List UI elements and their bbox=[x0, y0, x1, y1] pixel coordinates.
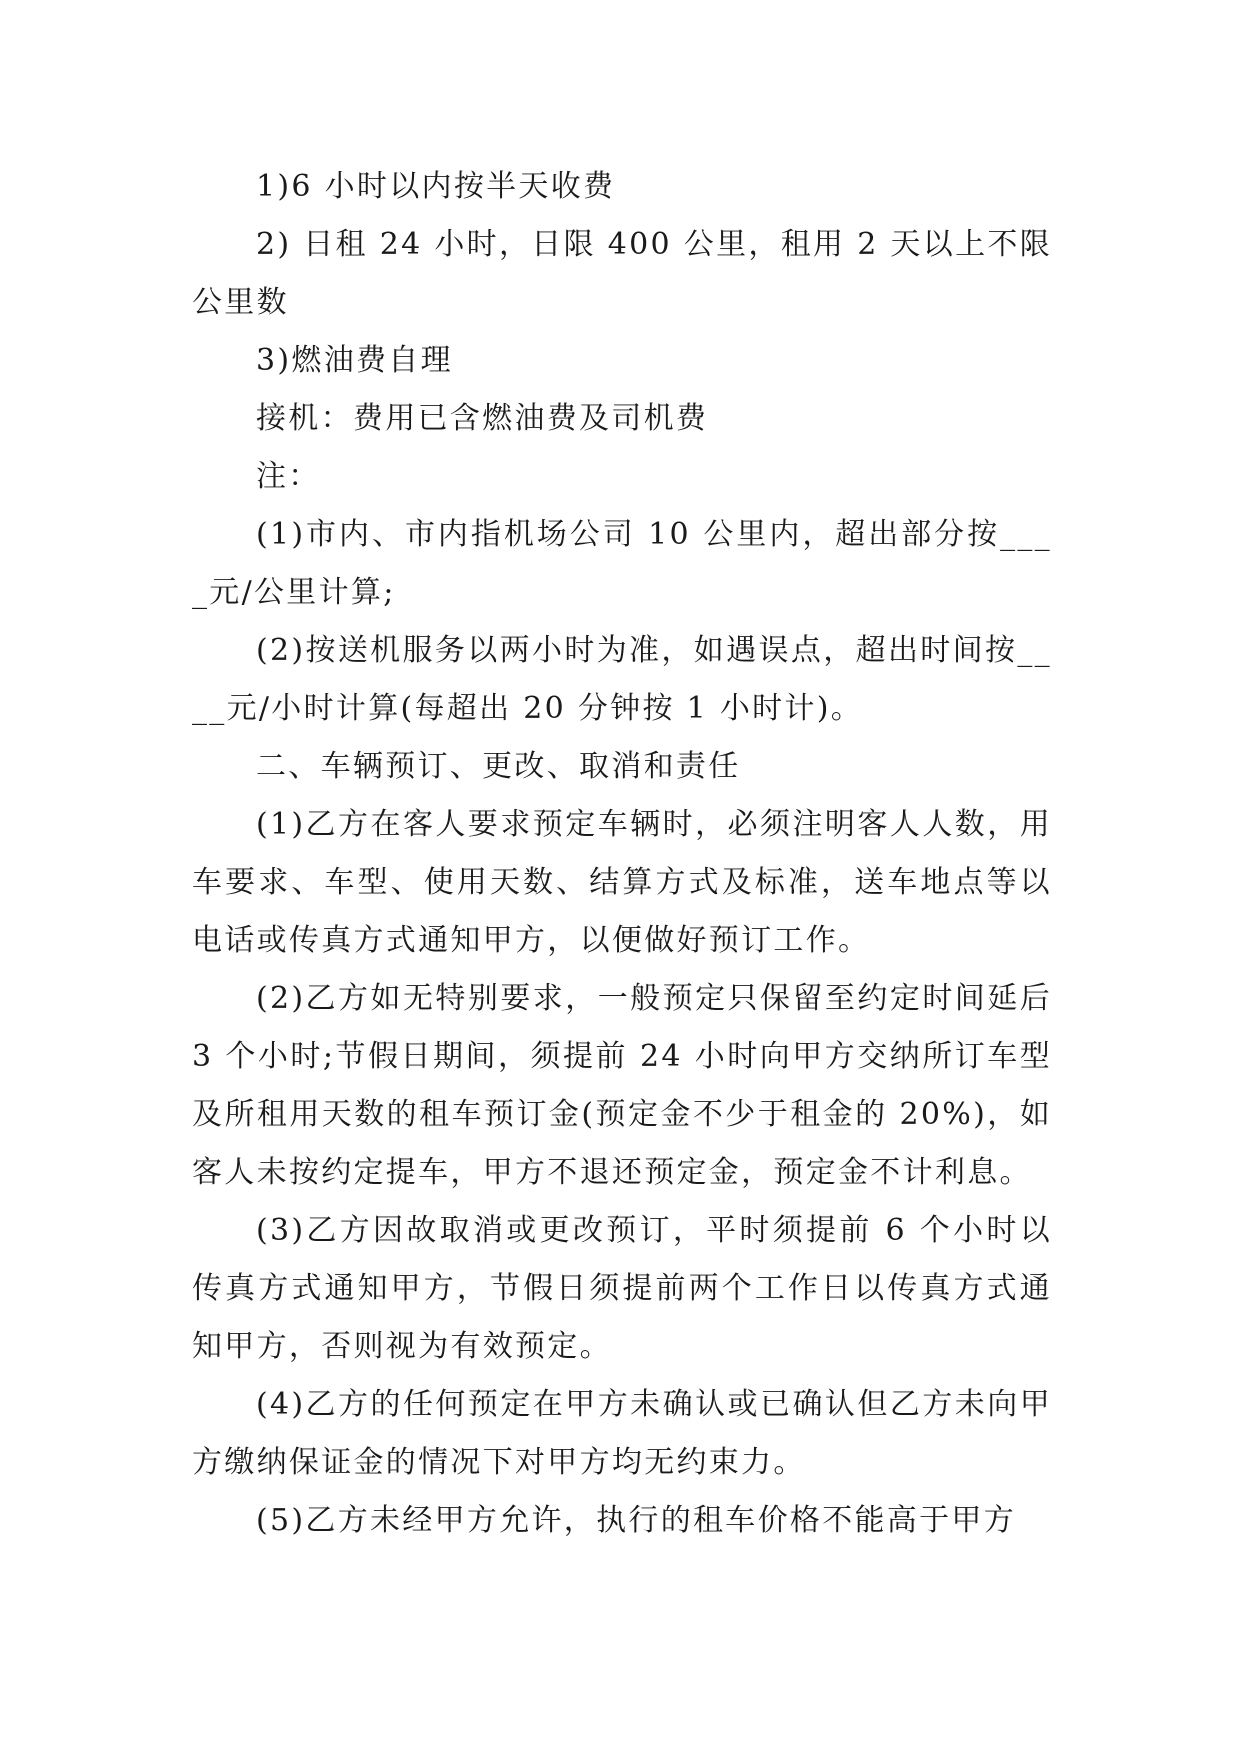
paragraph-booking-1: (1)乙方在客人要求预定车辆时，必须注明客人人数，用车要求、车型、使用天数、结算方式及标准，送车地点等以电话或传真方式通知甲方，以便做好预订工作。 bbox=[192, 807, 1052, 958]
document-body bbox=[192, 158, 1052, 1550]
paragraph-booking-5: (5)乙方未经甲方允许，执行的租车价格不能高于甲方 bbox=[256, 1503, 1016, 1538]
paragraph-half-day-rate: 1)6 小时以内按半天收费 bbox=[256, 169, 616, 204]
paragraph-note-heading: 注： bbox=[256, 459, 321, 494]
paragraph-daily-rental-limit: 2) 日租 24 小时，日限 400 公里，租用 2 天以上不限公里数 bbox=[192, 227, 1052, 320]
paragraph-note-2: (2)按送机服务以两小时为准，如遇误点，超出时间按____元/小时计算(每超出 20 分钟按 1 小时计)。 bbox=[192, 633, 1052, 726]
paragraph-airport-pickup: 接机：费用已含燃油费及司机费 bbox=[256, 401, 709, 436]
paragraph-booking-4: (4)乙方的任何预定在甲方未确认或已确认但乙方未向甲方缴纳保证金的情况下对甲方均无约束力。 bbox=[192, 1387, 1052, 1480]
paragraph-booking-2: (2)乙方如无特别要求，一般预定只保留至约定时间延后 3 个小时;节假日期间，须提前 24 小时向甲方交纳所订车型及所租用天数的租车预订金(预定金不少于租金的 20%)，如客人未按约定提车，甲方不退还预定金，预定金不计利息。 bbox=[192, 981, 1052, 1190]
paragraph-booking-3: (3)乙方因故取消或更改预订，平时须提前 6 个小时以传真方式通知甲方，节假日须提前两个工作日以传真方式通知甲方，否则视为有效预定。 bbox=[192, 1213, 1052, 1364]
paragraph-note-1: (1)市内、市内指机场公司 10 公里内，超出部分按____元/公里计算; bbox=[192, 517, 1052, 610]
section-heading-booking: 二、车辆预订、更改、取消和责任 bbox=[256, 749, 741, 784]
paragraph-fuel-cost: 3)燃油费自理 bbox=[256, 343, 453, 378]
